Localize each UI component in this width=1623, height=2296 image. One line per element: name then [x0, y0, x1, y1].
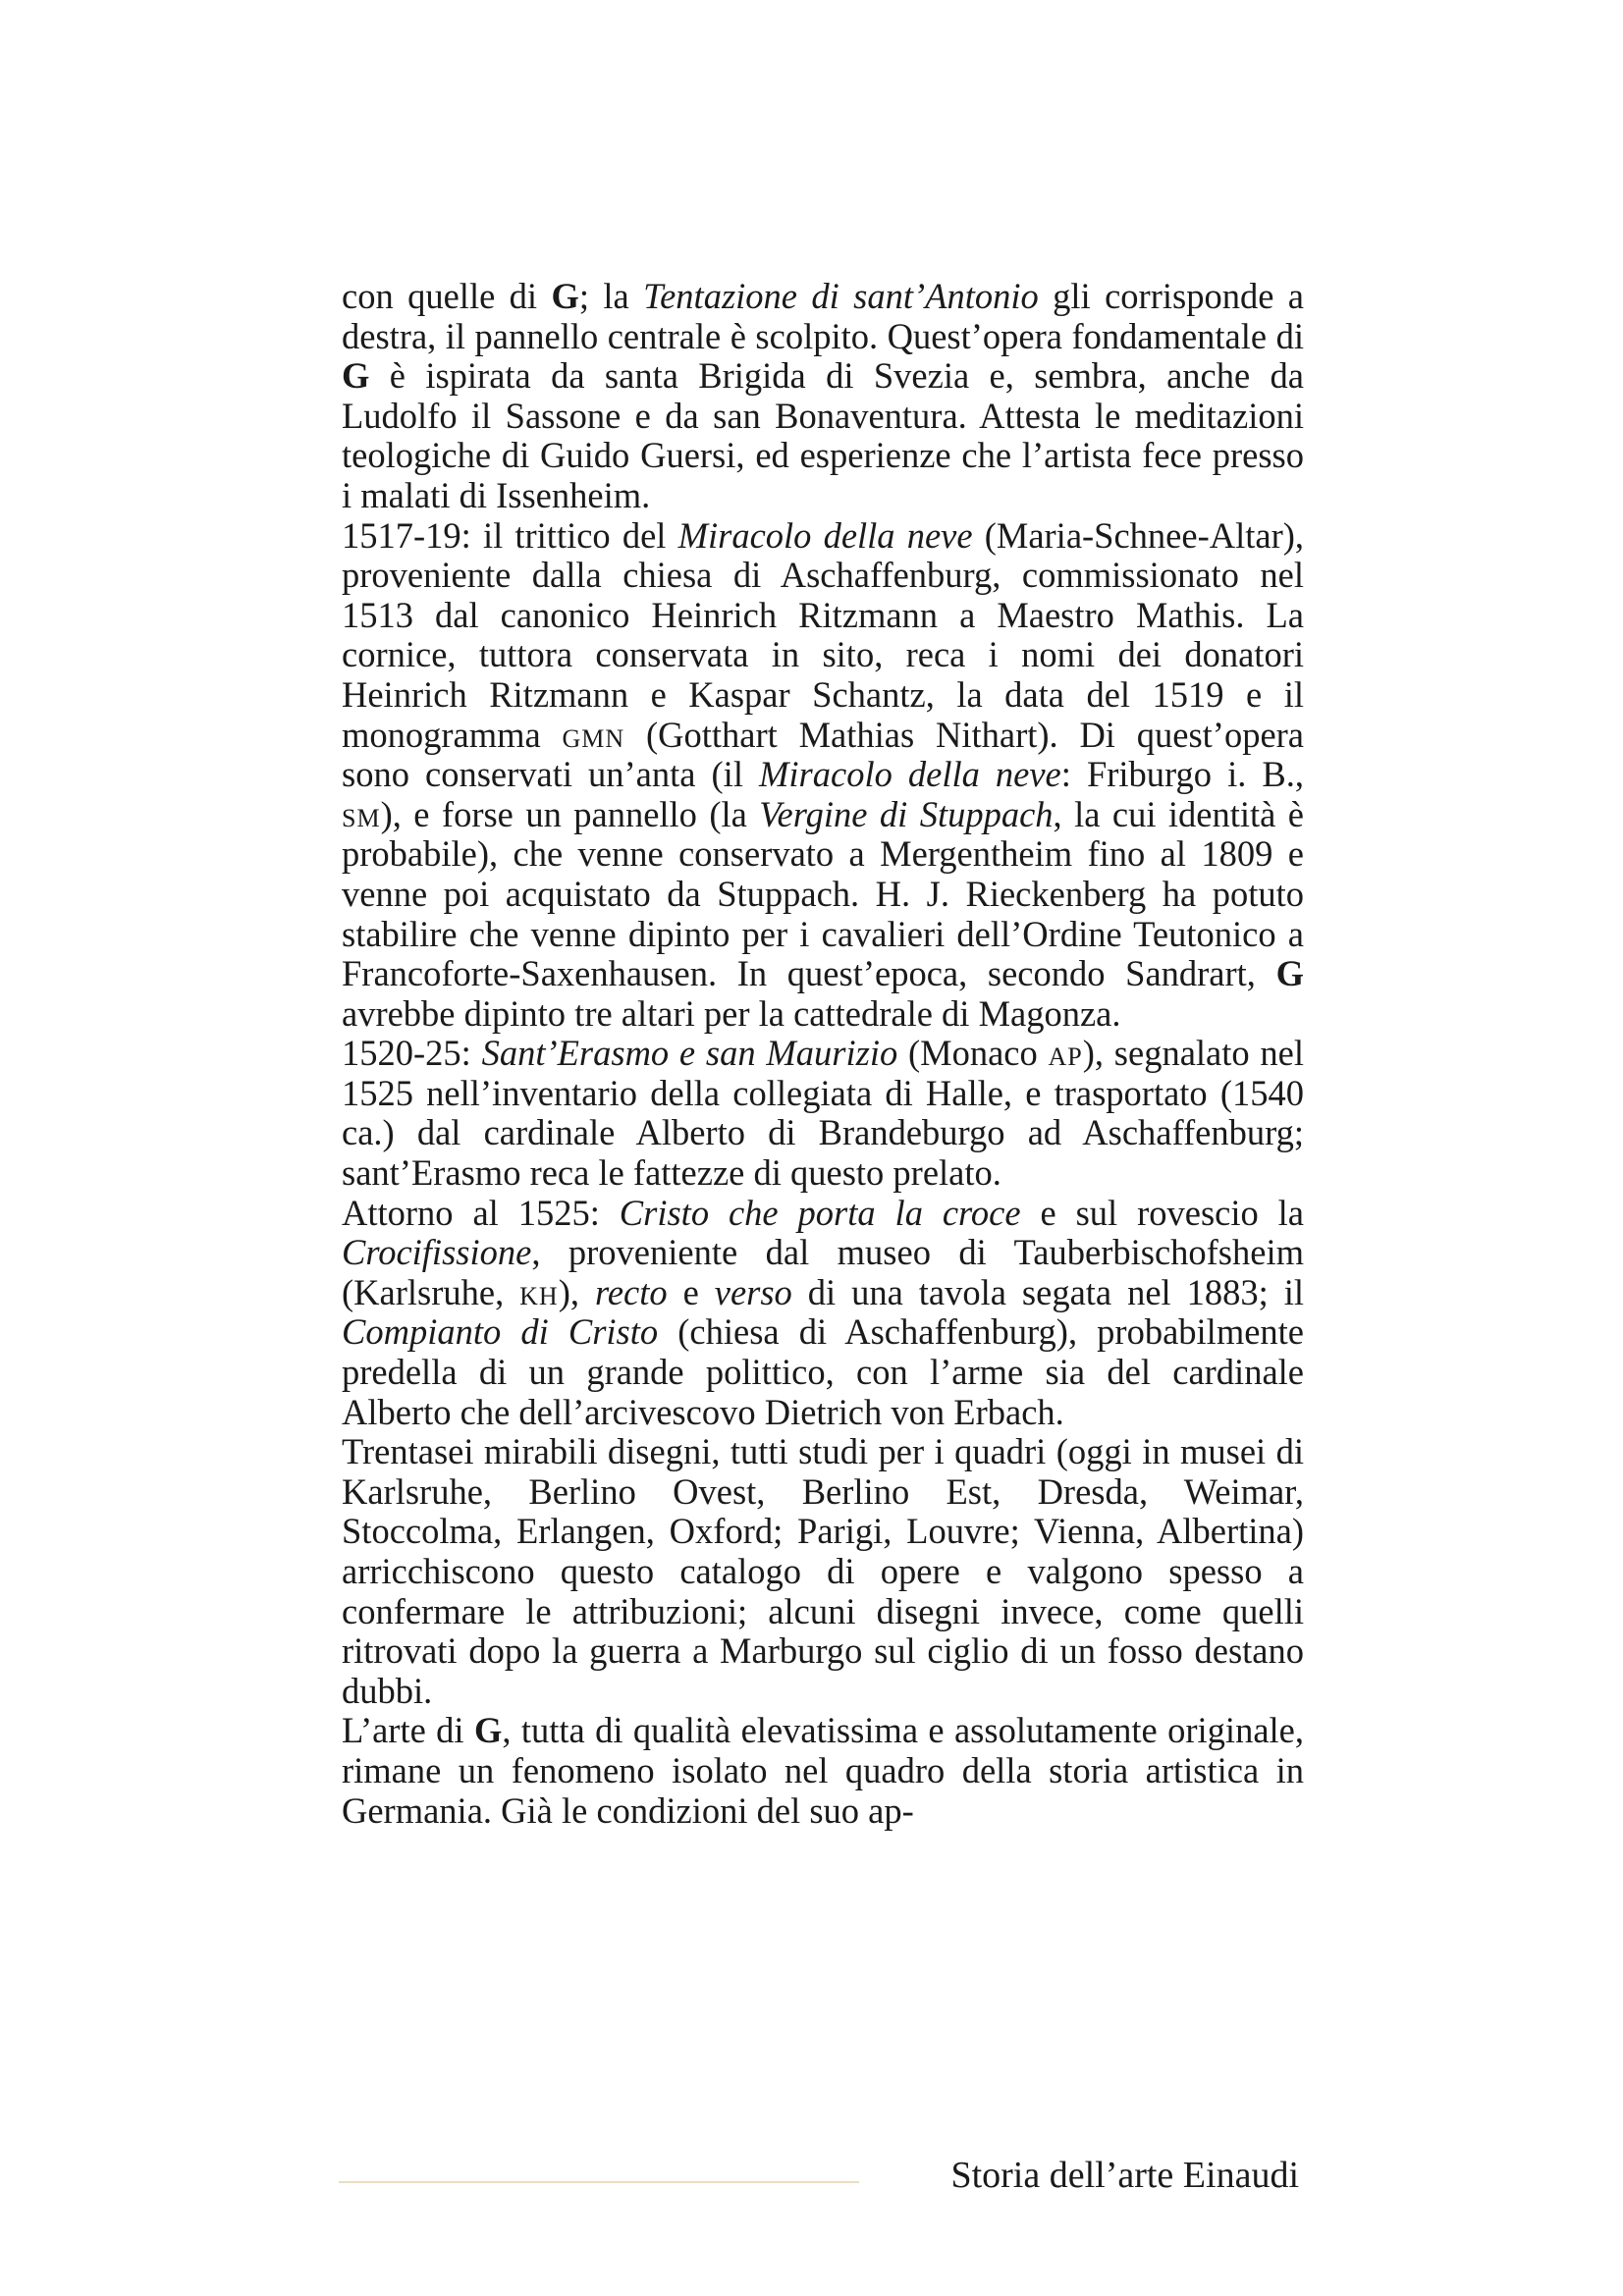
text-run: ),: [558, 1271, 595, 1312]
bold-run: G: [1275, 953, 1304, 994]
paragraph: [342, 1432, 1304, 1711]
bold-run: G: [342, 355, 370, 397]
text-run: : Friburgo i. B.,: [1060, 754, 1304, 795]
text-run: (Monaco: [897, 1033, 1049, 1074]
text-run: , la cui identità è probabile), che venne conservato a Mergentheim fino al 1809 e venne poi acquistato da Stuppach. H. J. Rieckenberg ha potuto stabilire che venne dipinto per i cavalieri dell’Ordine Teutonico a Francoforte-Saxenhausen. In quest’epoca, secondo Sandrart,: [342, 793, 1304, 994]
text-run: ), segnalato nel 1525 nell’inventario della collegiata di Halle, e trasportato (1540 ca.) dal cardinale Alberto di Brandeburgo ad Aschaffenburg; sant’Erasmo reca le fattezze di questo prelato.: [342, 1033, 1305, 1194]
body-text: [342, 277, 1304, 1831]
footer-title: Storia dell’arte Einaudi: [950, 2155, 1299, 2196]
paragraph: [342, 1711, 1304, 1831]
text-run: ; la: [578, 276, 644, 316]
text-run: 1517-19: il trittico del: [342, 514, 678, 556]
bold-run: G: [551, 276, 579, 316]
text-run: di una tavola segata nel 1883; il: [791, 1271, 1305, 1312]
paragraph: [342, 1034, 1304, 1193]
italic-run: Vergine di Stuppach: [759, 793, 1054, 834]
italic-run: Cristo che porta la croce: [619, 1192, 1021, 1233]
small-caps-run: sm: [342, 793, 381, 834]
text-run: L’arte di: [342, 1710, 474, 1751]
text-run: con quelle di: [342, 276, 552, 316]
small-caps-run: gmn: [562, 714, 625, 755]
text-run: (Gotthart Mathias Nithart). Di quest’opera sono conservati un’anta (il: [342, 714, 1304, 795]
italic-run: Tentazione di sant’Antonio: [643, 276, 1039, 316]
text-run: ), e forse un pannello (la: [380, 793, 760, 834]
text-run: è ispirata da santa Brigida di Svezia e, sembra, anche da Ludolfo il Sassone e da san Bonaventura. Attesta le meditazioni teologiche di Guido Guersi, ed esperienze che l’artista fece presso i malati di Issenheim.: [342, 355, 1304, 515]
italic-run: Miracolo della neve: [759, 754, 1061, 795]
paragraph: [342, 516, 1304, 1035]
italic-run: Crocifissione: [342, 1232, 532, 1273]
paragraph: [342, 1194, 1304, 1433]
text-run: (chiesa di Aschaffenburg), probabilmente predella di un grande polittico, con l’arme sia del cardinale Alberto che dell’arcivescovo Dietrich von Erbach.: [342, 1311, 1305, 1432]
italic-run: verso: [714, 1271, 792, 1312]
italic-run: Sant’Erasmo e san Maurizio: [481, 1033, 898, 1074]
text-run: avrebbe dipinto tre altari per la cattedrale di Magonza.: [342, 992, 1121, 1034]
text-run: , tutta di qualità elevatissima e assolutamente originale, rimane un fenomeno isolato nel quadro della storia artistica in Germania. Già le condizioni del suo ap-: [342, 1710, 1304, 1831]
text-run: , proveniente dal museo di Tauberbischofsheim (Karlsruhe,: [342, 1232, 1304, 1312]
text-run: e: [667, 1271, 715, 1312]
italic-run: recto: [594, 1271, 668, 1312]
text-run: gli corrisponde a destra, il pannello centrale è scolpito. Quest’opera fondamentale di: [342, 276, 1304, 356]
text-run: Attorno al 1525:: [342, 1192, 620, 1233]
bold-run: G: [473, 1710, 503, 1751]
text-run: e sul rovescio la: [1020, 1192, 1305, 1233]
small-caps-run: ap: [1048, 1033, 1083, 1074]
text-run: 1520-25:: [342, 1033, 482, 1074]
text-run: (Maria-Schnee-Altar), proveniente dalla chiesa di Aschaffenburg, commissionato nel 1513 dal canonico Heinrich Ritzmann a Maestro Mathis. La cornice, tuttora conservata in sito, reca i nomi dei donatori Heinrich Ritzmann e Kaspar Schantz, la data del 1519 e il monogramma: [342, 514, 1305, 755]
footer-rule: [339, 2181, 859, 2183]
small-caps-run: kh: [519, 1271, 559, 1312]
italic-run: Miracolo della neve: [677, 514, 973, 556]
italic-run: Compianto di Cristo: [342, 1311, 659, 1353]
text-run: Trentasei mirabili disegni, tutti studi per i quadri (oggi in musei di Karlsruhe, Berlino Ovest, Berlino Est, Dresda, Weimar, Stoccolma, Erlangen, Oxford; Parigi, Louvre; Vienna, Albertina) arricchiscono questo catalogo di opere e valgono spesso a confermare le attribuzioni; alcuni disegni invece, come quelli ritrovati dopo la guerra a Marburgo sul ciglio di un fosso destano dubbi.: [342, 1431, 1304, 1711]
paragraph: [342, 277, 1304, 516]
